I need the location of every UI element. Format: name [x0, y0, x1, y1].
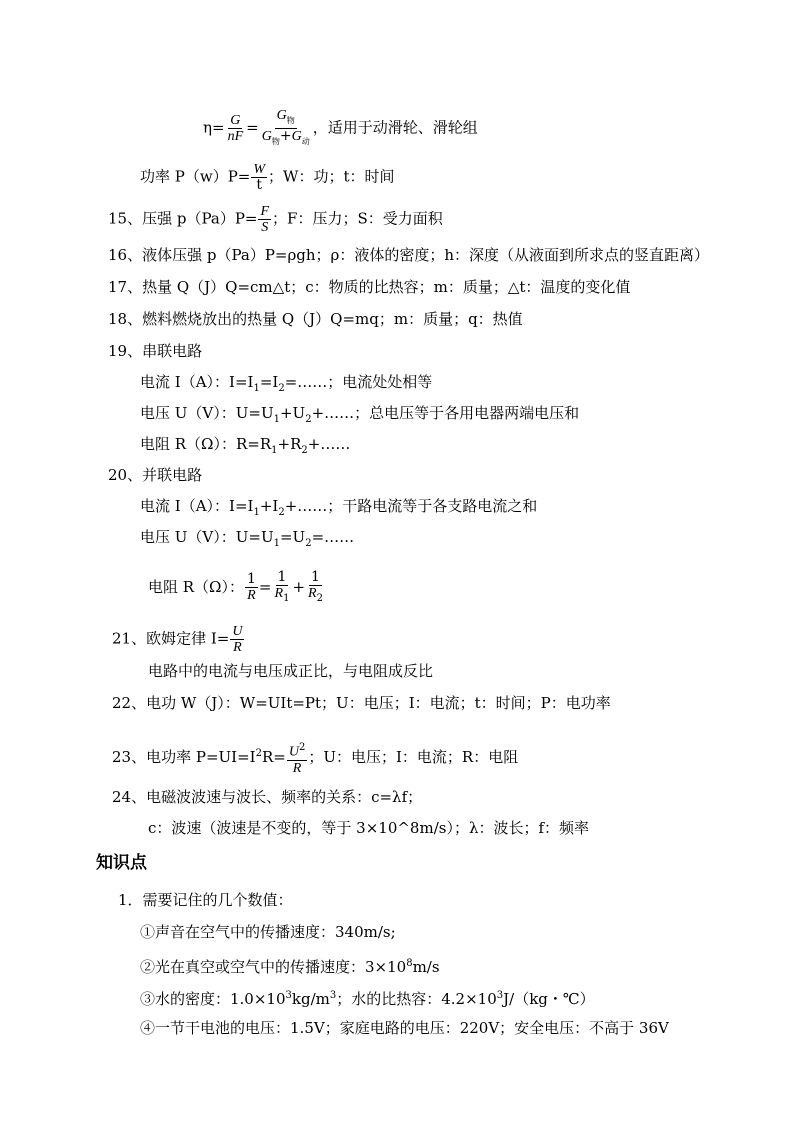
value-water: ③水的密度：$1.0\times 10^3kg/m^3$；水的比热容：$4.2\times 10^3J/(kg$・℃）	[140, 990, 595, 1008]
eta-fraction-2: $\frac{G_物}{G_物+G_动}$	[261, 108, 310, 146]
eta-fraction-1: $\frac{G}{nF}$	[227, 112, 244, 144]
item-18-fuel-heat: 18、燃料燃烧放出的热量 Q（J）Q=mq；m：质量；q：热值	[108, 310, 523, 328]
value-voltages: ④一节干电池的电压：1.5V；家庭电路的电压：220V；安全电压：不高于 36V	[140, 1019, 669, 1037]
ohms-law-note: 电路中的电流与电压成正比，与电阻成反比	[148, 662, 434, 680]
item-20-parallel-title: 20、并联电路	[108, 466, 203, 484]
parallel-current: 电流 I（A）：$I=I_1+I_2+\dots\dots$；干路电流等于各支路电流之和	[140, 497, 538, 518]
value-light-speed: ②光在真空或空气中的传播速度：$3\times 10^8m/s$	[140, 958, 440, 976]
parallel-resistance: 电阻 R（Ω）： $\frac{1}{R}$ = $\frac{1}{R_1}$ + $\frac{1}{R_2}$	[148, 569, 323, 604]
value-sound-speed: ①声音在空气中的传播速度：340m/s;	[140, 923, 396, 941]
item-17-heat: 17、热量 Q（J）Q=cm△t；c：物质的比热容；m：质量；△t：温度的变化值	[108, 278, 631, 296]
efficiency-formula: η= $\frac{G}{nF}$ = $\frac{G_物}{G_物+G_动}$ ，适用于动滑轮、滑轮组	[203, 108, 478, 149]
series-current: 电流 I（A）：$I=I_1=I_2=\dots\dots$；电流处处相等	[140, 373, 433, 394]
item-22-electric-work: 22、电功 W（J）：W=UIt=Pt；U：电压；I：电流；t：时间；P：电功率	[112, 694, 611, 712]
knowledge-heading: 知识点	[96, 853, 147, 873]
item-21-ohms-law: 21、欧姆定律 I= $\frac{U}{R}$	[112, 624, 243, 655]
item-24-wave-title: 24、电磁波波速与波长、频率的关系：c=λf；	[112, 788, 423, 806]
series-voltage: 电压 U（V）：$U=U_1+U_2+\dots\dots$；总电压等于各用电器两端电压和	[140, 404, 580, 425]
item-19-series-title: 19、串联电路	[108, 342, 203, 360]
parallel-voltage: 电压 U（V）：$U=U_1=U_2=\dots\dots$	[140, 528, 355, 549]
wave-note: c：波速（波速是不变的，等于 3×10^8m/s）；λ：波长；f：频率	[148, 819, 590, 837]
power-formula: 功率 P（w）P= $\frac{W}{t}$ ；W：功；t：时间	[140, 162, 395, 193]
item-16-liquid-pressure: 16、液体压强 p（Pa）P=ρgh；ρ：液体的密度；h：深度（从液面到所求点的竖直距离）	[108, 246, 710, 264]
item-15-pressure: 15、压强 p（Pa）P= $\frac{F}{S}$ ；F：压力；S：受力面积	[108, 204, 443, 235]
knowledge-item-1-title: 1．需要记住的几个数值：	[118, 891, 293, 909]
series-resistance: 电阻 R（Ω）：$R=R_1+R_2+\dots\dots$	[140, 435, 351, 456]
item-23-electric-power: 23、电功率 $P=UI=I^2R=$ $\frac{U^2}{R}$ ；U：电压；I：电流；R：电阻	[112, 742, 519, 776]
